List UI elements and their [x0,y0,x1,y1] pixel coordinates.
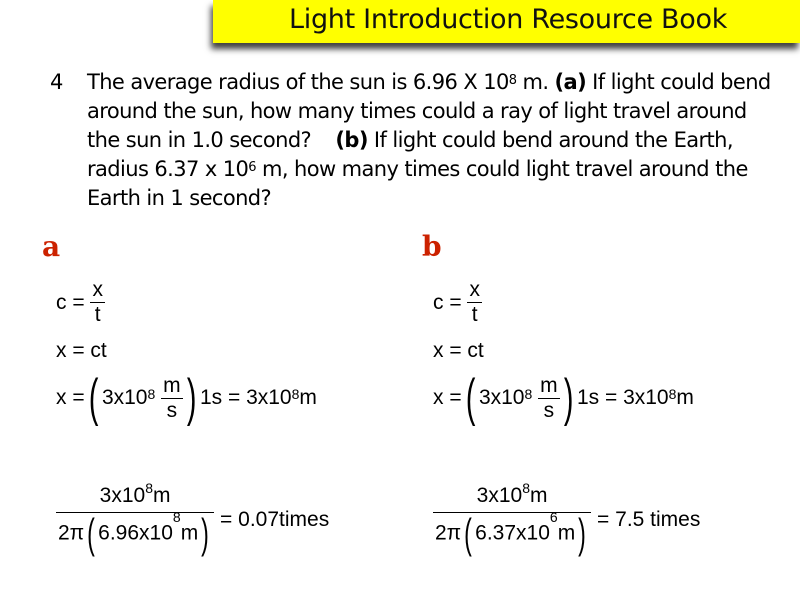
num-base: 3x10 [99,484,146,507]
unit: m [530,484,548,507]
denominator: t [90,302,105,327]
equation-b-3 [433,369,694,427]
equation-a-3 [56,369,317,427]
exponent: 8 [524,386,533,402]
left-paren: ( [87,510,96,557]
exponent: 8 [147,386,156,402]
unit: m [153,484,171,507]
unit: m [299,386,317,409]
multiplier: 1s = 3x10 [199,386,292,409]
numerator: m [540,373,558,397]
den-base: 6.37x10 [475,521,550,545]
numerator: m [163,373,181,397]
page-title: Light Introduction Resource Book [289,4,728,35]
question-number: 4 [50,70,63,94]
equation-a-4 [56,480,330,557]
denominator [433,509,591,557]
num-base: 3x10 [476,484,523,507]
right-paren: ) [201,510,210,557]
part-a-text: If light could bend around the sun, how many times could a ray of light travel around the sun in 1.0 second? [87,70,771,152]
numerator [433,480,591,512]
two-pi: 2π [58,521,85,545]
den-base: 6.96x10 [98,521,173,545]
eq-lhs: c = [56,290,85,314]
numerator: x [469,278,480,301]
right-paren: ) [563,369,574,427]
denominator [56,509,214,557]
title-banner [213,0,800,43]
result: = 0.07times [220,507,330,531]
solution-label-b: b [422,230,442,263]
numerator: x [92,278,103,301]
unit: m [180,521,199,545]
exponent: 8 [668,386,677,402]
exponent: 8 [522,480,531,496]
equation-b-1 [433,278,482,327]
numerator [56,480,214,512]
eq-lhs: c = [433,290,462,314]
fraction [467,278,482,327]
exponent: 8 [172,509,181,525]
result-fraction [433,480,591,557]
unit-fraction [538,374,560,423]
left-paren: ( [464,510,473,557]
equation-b-4 [433,480,701,557]
question-text-unit: m. [516,70,555,94]
part-b-text: If light could bend around the Earth, radius 6.37 x 10 [87,128,733,181]
exponent: 6 [549,509,558,525]
exponent: 8 [145,480,154,496]
equation-a-2: x = ct [56,339,107,362]
two-pi: 2π [435,521,462,545]
result-fraction [56,480,214,557]
unit: m [557,521,576,545]
denominator: t [467,302,482,327]
denominator: s [538,398,560,423]
denominator: s [161,398,183,423]
unit-fraction [161,374,183,423]
part-a-tag: (a) [554,70,587,94]
multiplier: 1s = 3x10 [576,386,669,409]
fraction [90,278,105,327]
right-paren: ) [578,510,587,557]
exponent: 8 [508,73,517,88]
coefficient: 3x10 [101,386,148,409]
left-paren: ( [465,369,476,427]
left-paren: ( [88,369,99,427]
part-b-tag: (b) [335,128,368,152]
result: = 7.5 times [597,507,701,531]
exponent: 6 [248,160,256,175]
eq-lhs: x = [433,386,462,409]
part-b-text-end: m, how many times could light travel around the Earth in 1 second? [87,157,748,210]
exponent: 8 [291,386,300,402]
equation-b-2: x = ct [433,339,484,362]
question-text-intro: The average radius of the sun is 6.96 X 10 [87,70,509,94]
eq-lhs: x = [56,386,85,409]
equation-a-1 [56,278,105,327]
coefficient: 3x10 [478,386,525,409]
right-paren: ) [186,369,197,427]
solution-label-a: a [42,230,61,263]
unit: m [676,386,694,409]
question-text [87,68,777,213]
